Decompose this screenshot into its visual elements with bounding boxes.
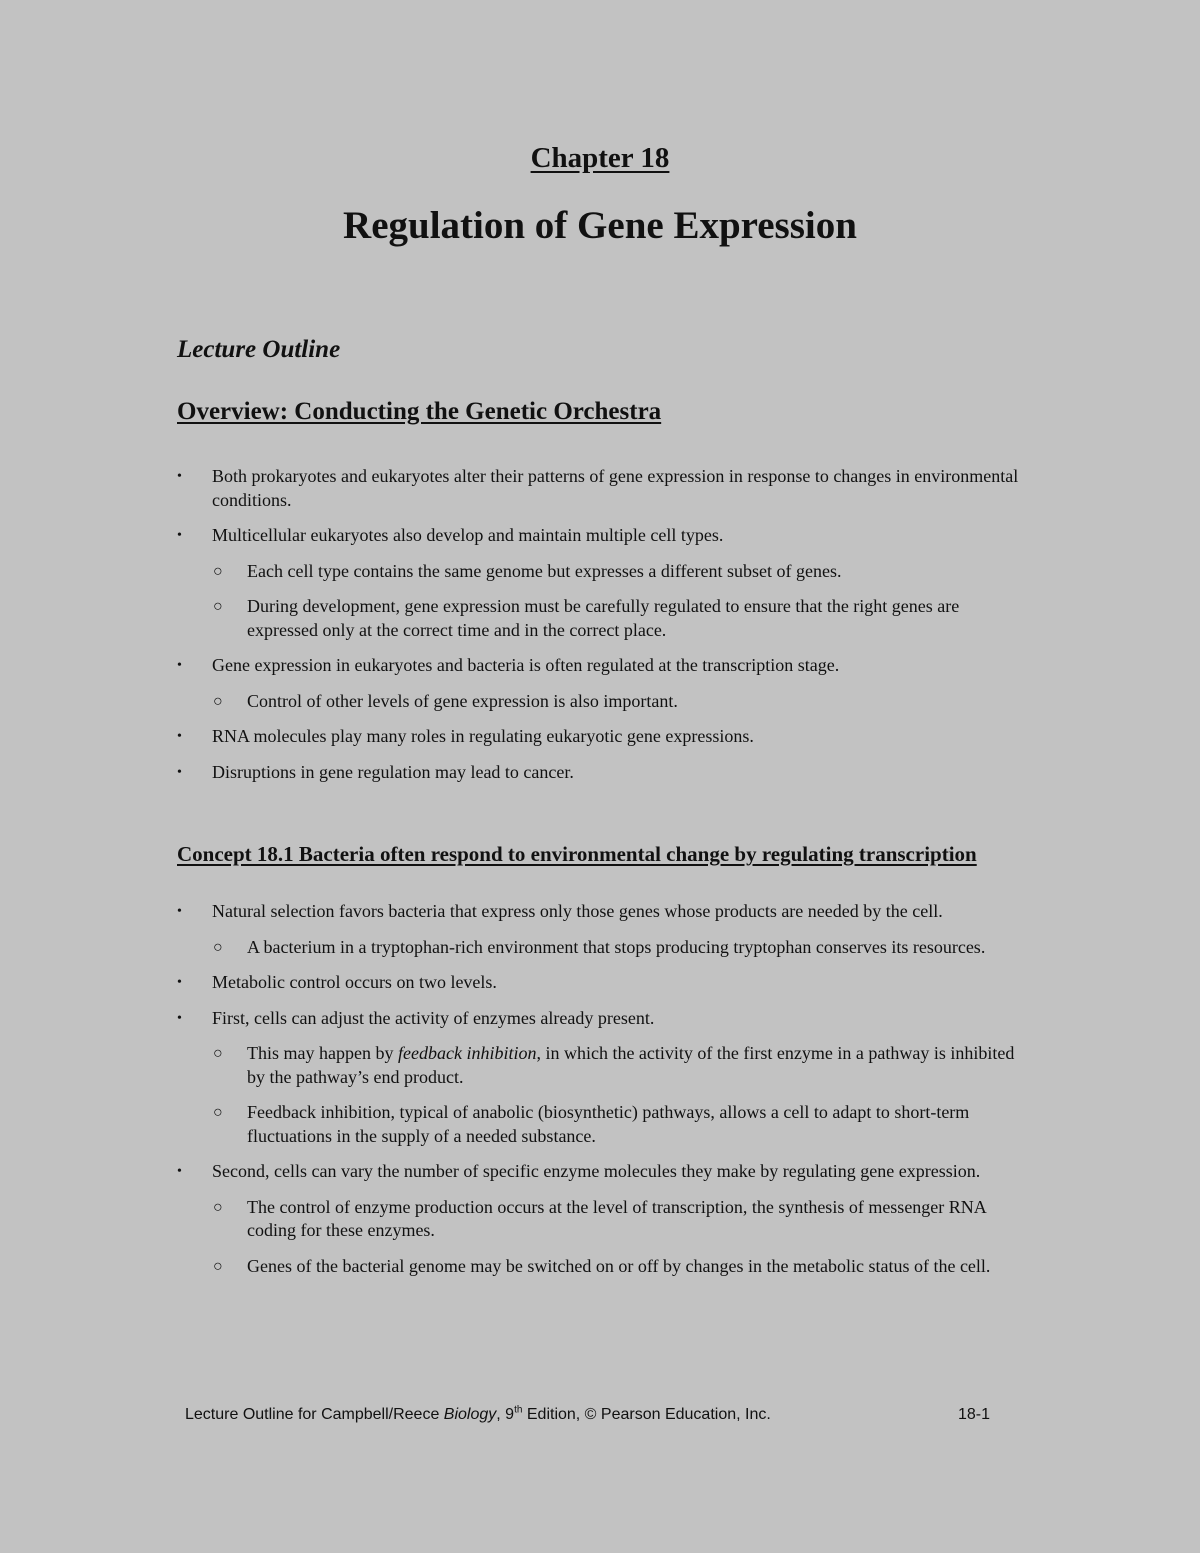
bullet-icon: • xyxy=(177,904,182,919)
list-item-text: Natural selection favors bacteria that express only those genes whose products are needed by the cell. xyxy=(212,901,943,921)
sub-list-item xyxy=(177,1196,1027,1243)
list-item-text: , in which the activity of the first enzyme in a pathway is inhibited by the pathway’s end product. xyxy=(247,1043,1015,1087)
list-item-text: Gene expression in eukaryotes and bacteria is often regulated at the transcription stage. xyxy=(212,655,840,675)
concept-heading: Concept 18.1 Bacteria often respond to environmental change by regulating transcription xyxy=(177,842,977,866)
list-item-text: RNA molecules play many roles in regulating eukaryotic gene expressions. xyxy=(212,726,754,746)
bullet-icon: • xyxy=(177,1164,182,1179)
list-item-text: During development, gene expression must be carefully regulated to ensure that the right genes are expressed only at the correct time and in the correct place. xyxy=(247,596,960,640)
concept-outline-list xyxy=(177,900,1027,1278)
overview-outline-list xyxy=(177,465,1027,784)
list-item-text: Each cell type contains the same genome but expresses a different subset of genes. xyxy=(247,560,842,581)
footer-edition-suffix: th xyxy=(514,1404,523,1416)
list-item-text: This may happen by xyxy=(247,1043,398,1063)
list-item-emphasis: feedback inhibition xyxy=(397,1043,537,1063)
list-item xyxy=(177,1160,1027,1184)
footer-book-title: Biology xyxy=(443,1406,497,1423)
sub-list-item xyxy=(177,595,1027,642)
footer-suffix: Edition, © Pearson Education, Inc. xyxy=(522,1406,771,1423)
list-item-text: Second, cells can vary the number of specific enzyme molecules they make by regulating gene expression. xyxy=(212,1161,981,1181)
list-item-text: A bacterium in a tryptophan-rich environment that stops producing tryptophan conserves its resources. xyxy=(247,936,986,957)
sub-list-item xyxy=(177,1101,1027,1148)
list-item-text: Feedback inhibition, typical of anabolic (biosynthetic) pathways, allows a cell to adapt to short-term fluctuations in the supply of a needed substance. xyxy=(247,1102,970,1146)
list-item-text: Metabolic control occurs on two levels. xyxy=(212,972,497,992)
footer-edition-number: , 9 xyxy=(496,1406,515,1423)
bullet-icon: • xyxy=(177,975,182,990)
bullet-icon: • xyxy=(177,729,182,744)
chapter-title: Regulation of Gene Expression xyxy=(343,204,857,247)
list-item xyxy=(177,761,1027,785)
chapter-label: Chapter 18 xyxy=(530,142,670,174)
hollow-circle-bullet-icon: ○ xyxy=(213,938,223,956)
page-number: 18-1 xyxy=(957,1406,990,1423)
list-item xyxy=(177,524,1027,548)
list-item-text: The control of enzyme production occurs at the level of transcription, the synthesis of messenger RNA coding for these enzymes. xyxy=(247,1196,986,1240)
lecture-outline-heading: Lecture Outline xyxy=(177,336,341,363)
bullet-icon: • xyxy=(177,658,182,673)
bullet-icon: • xyxy=(177,469,182,484)
bullet-icon: • xyxy=(177,1010,182,1026)
list-item-text: Both prokaryotes and eukaryotes alter their patterns of gene expression in response to changes in environmental conditions. xyxy=(212,466,1019,510)
page-footer xyxy=(185,1406,990,1424)
bullet-icon: • xyxy=(177,528,182,543)
list-item xyxy=(177,725,1027,749)
list-item-text: Control of other levels of gene expression is also important. xyxy=(247,690,678,711)
hollow-circle-bullet-icon: ○ xyxy=(213,692,223,710)
hollow-circle-bullet-icon: ○ xyxy=(213,598,223,615)
list-item-text: Disruptions in gene regulation may lead to cancer. xyxy=(212,761,574,782)
list-item-text: First, cells can adjust the activity of enzymes already present. xyxy=(212,1007,655,1028)
bullet-icon: • xyxy=(177,764,182,780)
overview-heading: Overview: Conducting the Genetic Orchestra xyxy=(177,398,662,425)
hollow-circle-bullet-icon: ○ xyxy=(213,1045,223,1062)
footer-prefix: Lecture Outline for Campbell/Reece xyxy=(185,1406,444,1423)
hollow-circle-bullet-icon: ○ xyxy=(213,1198,223,1216)
sub-list-item xyxy=(177,560,1027,584)
list-item xyxy=(177,971,1027,995)
hollow-circle-bullet-icon: ○ xyxy=(213,1104,223,1121)
sub-list-item xyxy=(177,936,1027,960)
list-item-text: Multicellular eukaryotes also develop and maintain multiple cell types. xyxy=(212,525,724,545)
sub-list-item xyxy=(177,1255,1027,1279)
sub-list-item xyxy=(177,1042,1027,1089)
list-item xyxy=(177,1007,1027,1031)
list-item xyxy=(177,900,1027,924)
hollow-circle-bullet-icon: ○ xyxy=(213,1257,223,1275)
sub-list-item xyxy=(177,690,1027,714)
hollow-circle-bullet-icon: ○ xyxy=(213,562,223,580)
list-item-text: Genes of the bacterial genome may be switched on or off by changes in the metabolic status of the cell. xyxy=(247,1255,991,1276)
list-item xyxy=(177,465,1027,512)
list-item xyxy=(177,654,1027,678)
